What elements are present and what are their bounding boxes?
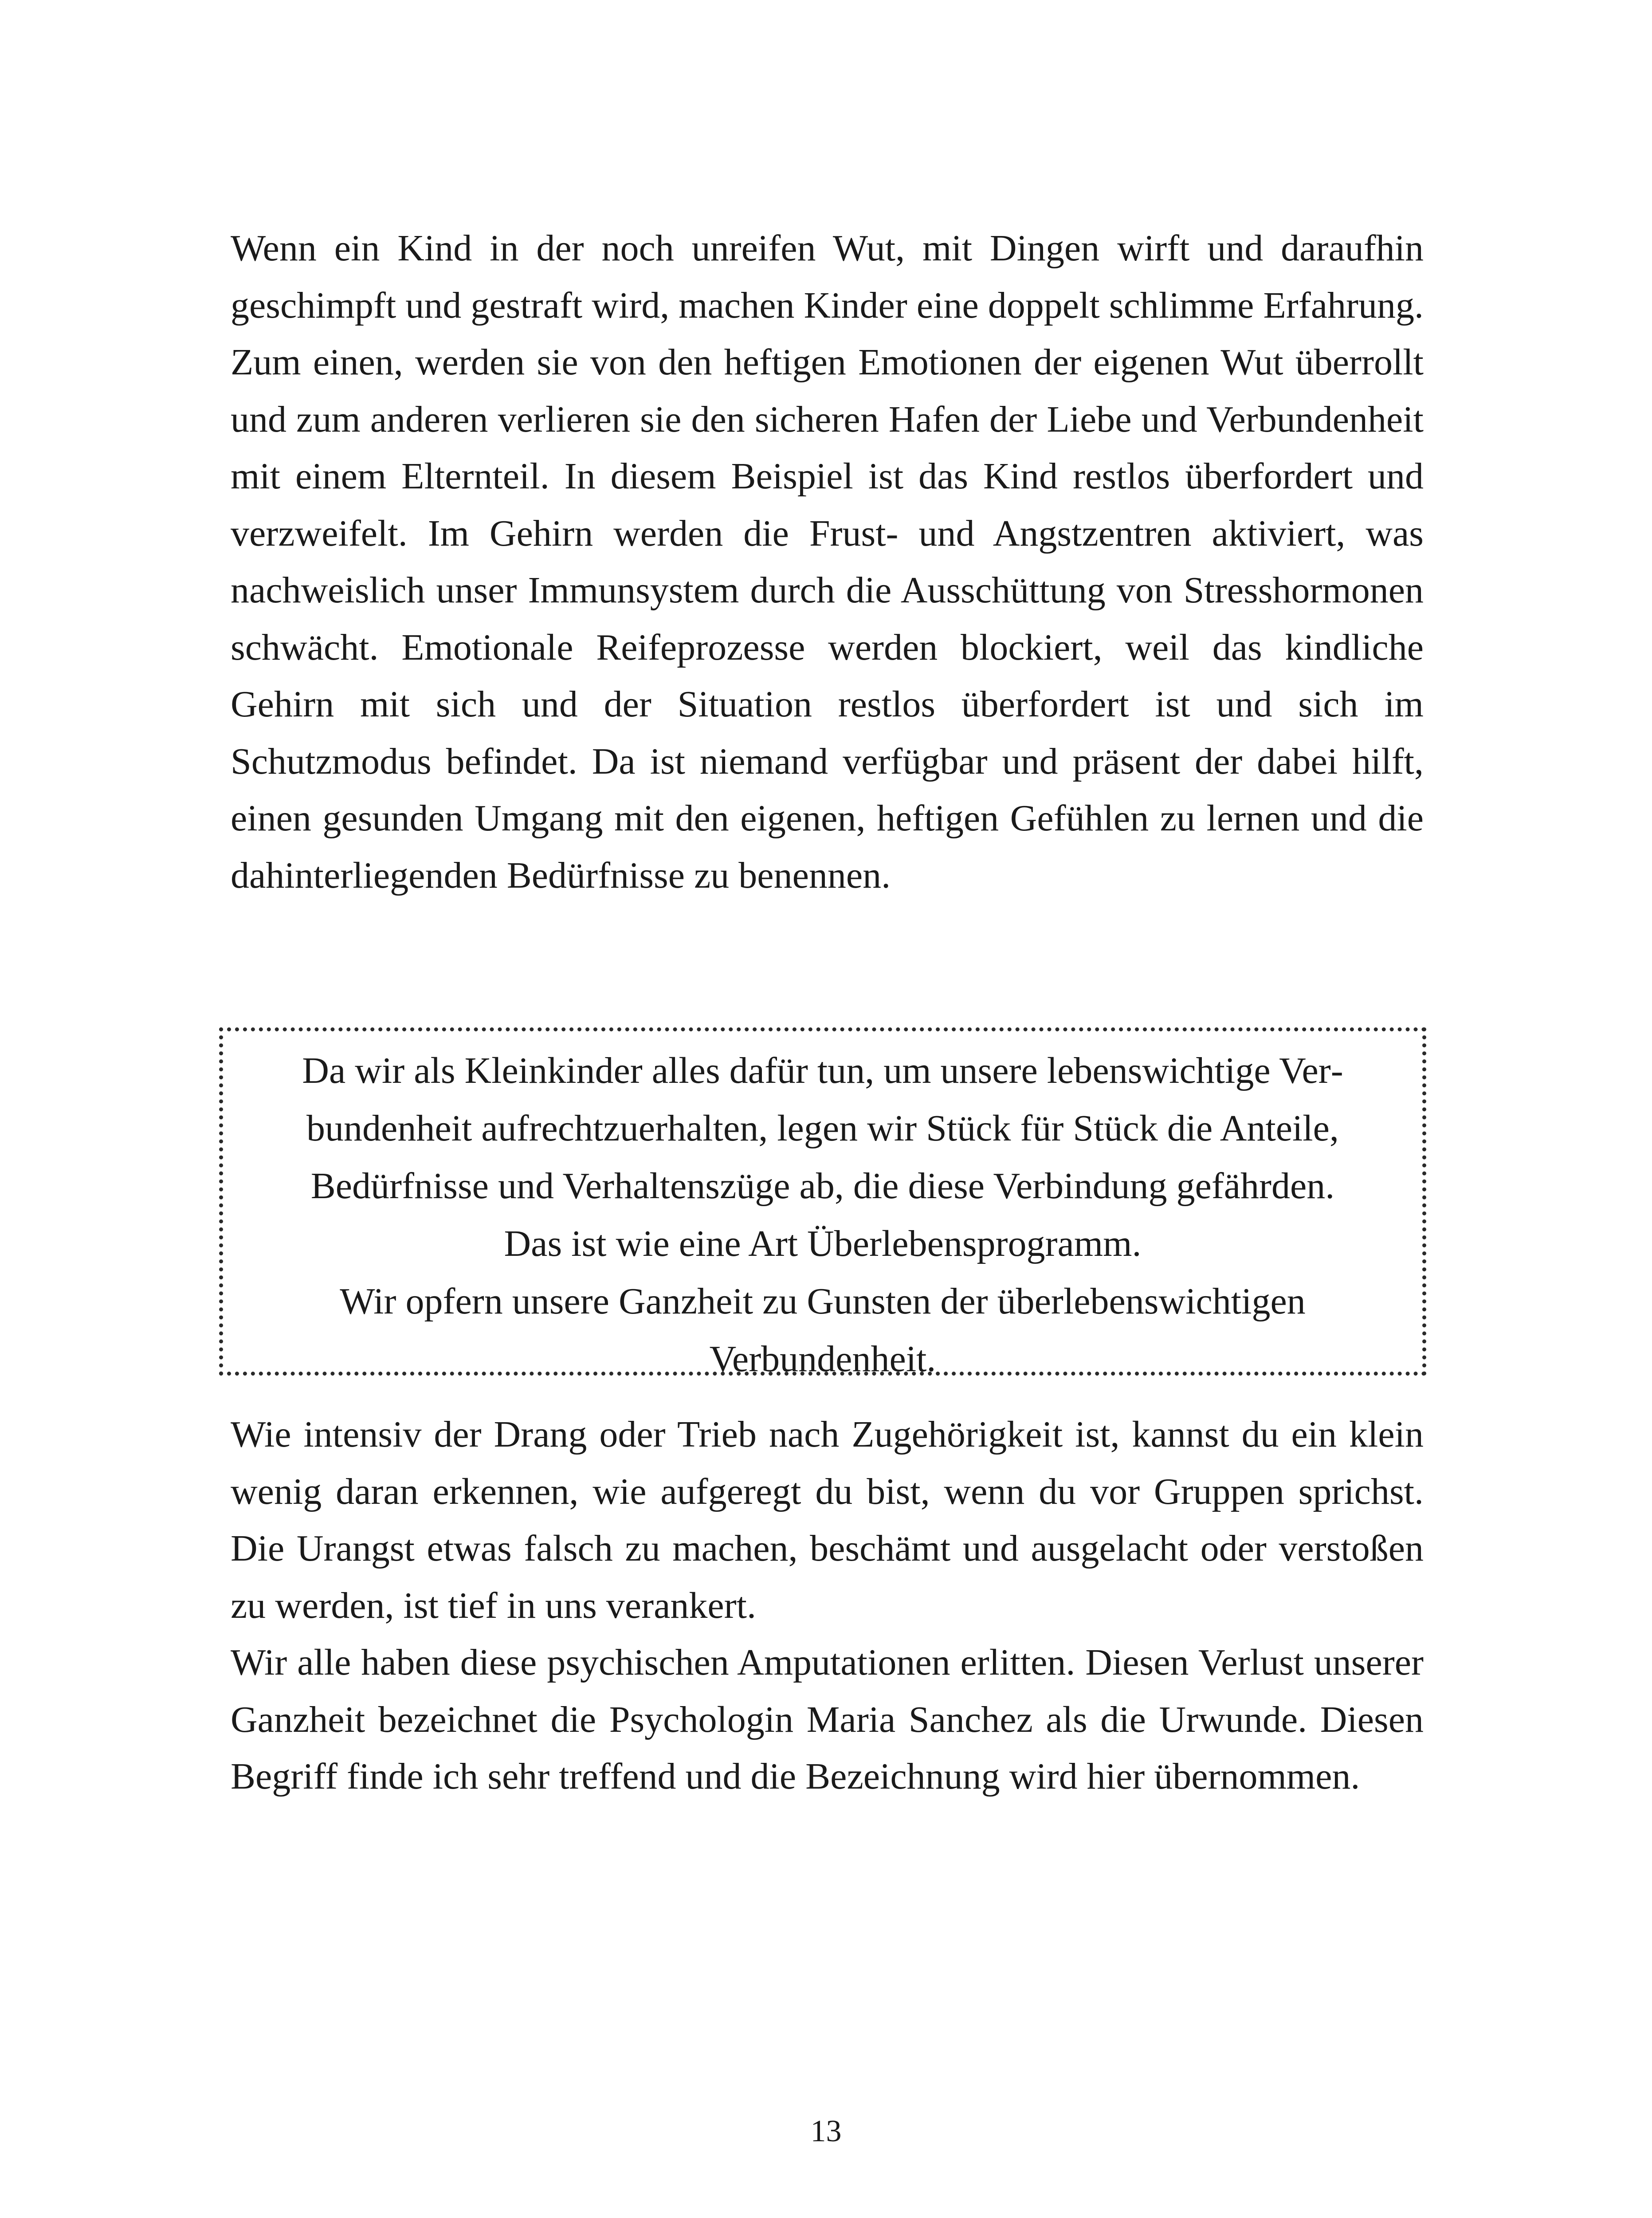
body-section-2 xyxy=(231,1406,1424,1805)
page-number: 13 xyxy=(810,2114,842,2148)
body-paragraph-2: Wie intensiv der Drang oder Trieb nach Zugehörigkeit ist, kannst du ein klein wenig daran erkennen, wie aufgeregt du bist, wenn du vor Gruppen sprichst. Die Urangst etwas falsch zu machen, beschämt und ausgelacht oder verstoßen zu werden, ist tief in uns verankert. xyxy=(231,1414,1424,1626)
body-paragraph-3: Wir alle haben diese psychischen Amputationen erlitten. Diesen Verlust unserer Ganzheit bezeichnet die Psychologin Maria Sanchez als die Urwunde. Diesen Begriff finde ich sehr treffend und die Bezeichnung wird hier übernommen. xyxy=(231,1642,1424,1797)
body-paragraph-1: Wenn ein Kind in der noch unreifen Wut, mit Dingen wirft und daraufhin geschimpft und gestraft wird, machen Kinder eine doppelt schlimme Erfahrung. Zum einen, werden sie von den heftigen Emotionen der eigenen Wut überrollt und zum anderen verlieren sie den sicheren Hafen der Liebe und Verbundenheit mit einem Elternteil. In diesem Beispiel ist das Kind restlos überfordert und verzweifelt. Im Gehirn werden die Frust- und Angstzentren aktiviert, was nachweislich unser Immunsystem durch die Ausschüttung von Stresshormonen schwächt. Emotionale Reifeprozesse werden blockiert, weil das kindliche Gehirn mit sich und der Situation restlos überfordert ist und sich im Schutzmodus befindet. Da ist niemand verfügbar und präsent der dabei hilft, einen gesunden Umgang mit den eigenen, heftigen Gefühlen zu lernen und die dahinterliegenden Bedürfnisse zu benennen. xyxy=(231,228,1424,896)
highlight-text-1: Da wir als Kleinkinder alles dafür tun, um unsere lebenswichtige Verbundenheit aufrechtzuerhalten, legen wir Stück für Stück die Anteile, Bedürfnisse und Verhaltenszüge ab, die diese Verbindung gefährden. xyxy=(302,1050,1343,1207)
highlight-text-3: Wir opfern unsere Ganzheit zu Gunsten der überlebenswichtigen Verbundenheit. xyxy=(340,1281,1306,1380)
highlight-text-2: Das ist wie eine Art Überlebensprogramm. xyxy=(504,1223,1142,1264)
highlight-box xyxy=(219,1027,1426,1380)
